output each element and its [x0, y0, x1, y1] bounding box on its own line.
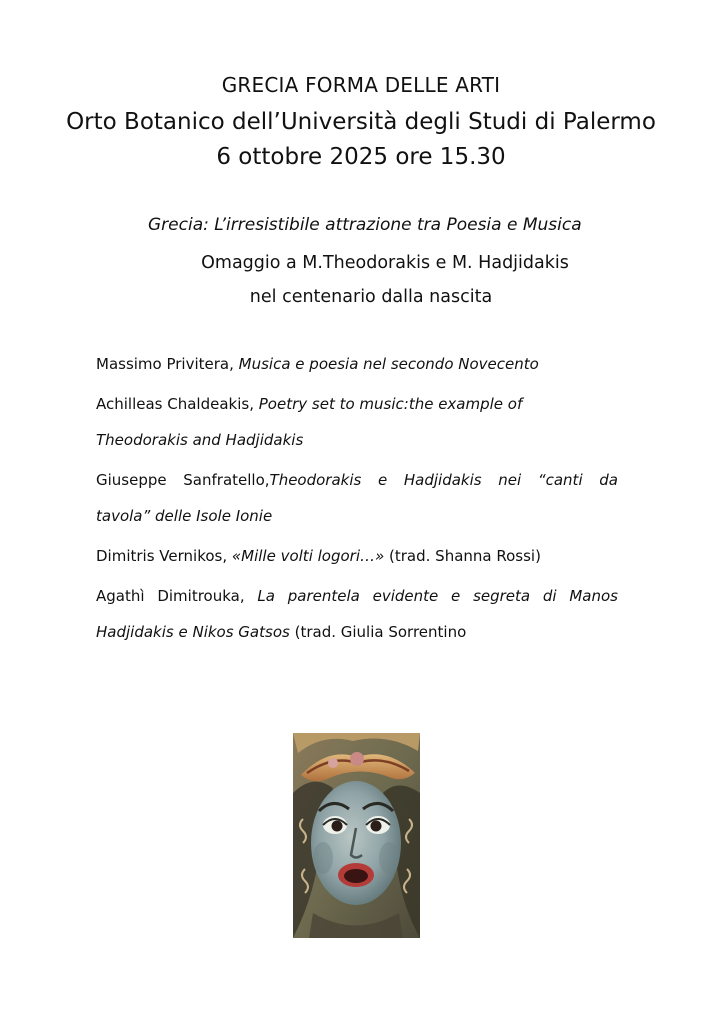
theatre-mask-mosaic-icon	[293, 733, 420, 938]
event-venue: Orto Botanico dell’Università degli Studi di Palermo	[66, 109, 656, 135]
event-subtitle: Grecia: L’irresistibile attrazione tra Poesia e Musica	[148, 215, 582, 235]
talk-title: «Mille volti logori…»	[231, 547, 385, 565]
homage-line-1: Omaggio a M.Theodorakis e M. Hadjidakis	[201, 253, 569, 273]
event-datetime: 6 ottobre 2025 ore 15.30	[216, 144, 506, 170]
event-title: GRECIA FORMA DELLE ARTI	[221, 73, 501, 97]
talk-title-line-2: Theodorakis and Hadjidakis	[96, 431, 304, 449]
talk-translation: (trad. Giulia Sorrentino	[289, 623, 467, 641]
talk-speaker: Massimo Privitera,	[96, 355, 239, 373]
talk-item	[96, 392, 618, 452]
talk-title-line-1: Poetry set to music:the example of	[258, 395, 523, 413]
talk-item	[96, 544, 618, 568]
talk-translation: (trad. Shanna Rossi)	[384, 547, 541, 565]
talk-title-line-2: Hadjidakis e Nikos Gatsos	[96, 623, 290, 641]
talk-title-line-1: La parentela evidente e segreta di Manos	[257, 587, 619, 605]
talk-speaker: Giuseppe Sanfratello,	[96, 471, 270, 489]
homage-line-2: nel centenario dalla nascita	[249, 287, 493, 307]
talks-list	[96, 352, 618, 660]
talk-title: Musica e poesia nel secondo Novecento	[238, 355, 539, 373]
talk-title-line-2: tavola” delle Isole Ionie	[96, 507, 273, 525]
talk-speaker: Achilleas Chaldeakis,	[96, 395, 259, 413]
talk-item	[96, 468, 618, 528]
talk-speaker: Agathì Dimitrouka,	[96, 587, 258, 605]
talk-title-line-1: Theodorakis e Hadjidakis nei “canti da	[269, 471, 618, 489]
talk-speaker: Dimitris Vernikos,	[96, 547, 232, 565]
talk-item	[96, 352, 618, 376]
talk-item	[96, 584, 618, 644]
